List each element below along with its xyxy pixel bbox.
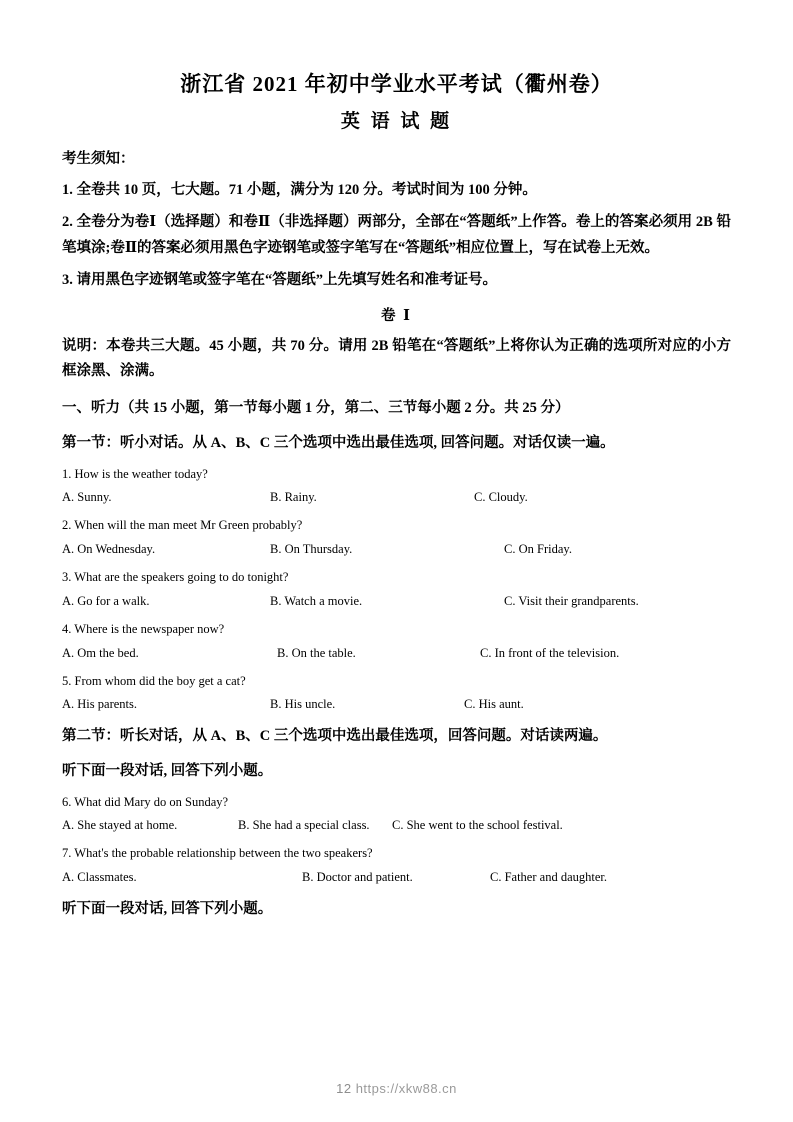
page-number: 12 [336,1081,352,1096]
question-stem: 4. Where is the newspaper now? [62,621,225,636]
option-b[interactable]: B. She had a special class. [238,818,370,833]
page-title: 浙江省 2021 年初中学业水平考试（衢州卷） [180,72,613,96]
option-b[interactable]: B. His uncle. [270,697,336,712]
option-a[interactable]: A. Sunny. [62,490,112,505]
section-one-title: 第一节：听小对话。从 A、B、C 三个选项中选出最佳选项, 回答问题。对话仅读一遍。 [62,434,615,451]
option-c[interactable]: C. His aunt. [464,697,524,712]
part-one-title: 一、听力（共 15 小题，第一节每小题 1 分，第二、三节每小题 2 分。共 25 分） [62,400,570,417]
option-c[interactable]: C. In front of the television. [480,645,620,660]
question-stem: 2. When will the man meet Mr Green probably? [62,518,303,533]
question-stem: 3. What are the speakers going to do tonight? [62,570,289,585]
option-a[interactable]: A. On Wednesday. [62,542,156,557]
question-stem: 7. What's the probable relationship between the two speakers? [62,846,373,861]
page-footer [0,1081,793,1096]
question-options [62,817,731,835]
option-c[interactable]: C. Cloudy. [474,490,528,505]
question-stem: 1. How is the weather today? [62,466,208,481]
option-a[interactable]: A. She stayed at home. [62,818,178,833]
question-options [62,696,731,714]
option-a[interactable]: A. Go for a walk. [62,593,150,608]
paper-part-label: 卷 Ⅰ [381,307,412,324]
notice-item-3: 3. 请用黑色字迹钢笔或签字笔在“答题纸”上先填写姓名和准考证号。 [62,272,497,289]
option-b[interactable]: B. On the table. [277,645,356,660]
option-c[interactable]: C. Father and daughter. [490,870,607,885]
listen-dialog-instruction-1: 听下面一段对话, 回答下列小题。 [62,762,273,779]
paper-instructions: 说明：本卷共三大题。45 小题，共 70 分。请用 2B 铅笔在“答题纸”上将你认为正确的选项所对应的小方框涂黑、涂满。 [62,337,731,379]
page-subtitle: 英 语 试 题 [340,111,453,132]
question-stem: 6. What did Mary do on Sunday? [62,794,229,809]
section-two-title: 第二节：听长对话，从 A、B、C 三个选项中选出最佳选项，回答问题。对话读两遍。 [62,728,608,745]
listen-dialog-instruction-2: 听下面一段对话, 回答下列小题。 [62,901,273,918]
option-c[interactable]: C. On Friday. [504,542,572,557]
option-a[interactable]: A. Om the bed. [62,645,139,660]
notice-item-1: 1. 全卷共 10 页，七大题。71 小题，满分为 120 分。考试时间为 100 分钟。 [62,182,537,198]
question-options [62,593,731,611]
option-b[interactable]: B. Watch a movie. [270,593,363,608]
question-stem: 5. From whom did the boy get a cat? [62,673,246,688]
option-c[interactable]: C. Visit their grandparents. [504,593,639,608]
option-b[interactable]: B. Rainy. [270,490,317,505]
option-b[interactable]: B. On Thursday. [270,542,353,557]
watermark-url: https://xkw88.cn [355,1081,457,1096]
question-options [62,489,731,507]
option-a[interactable]: A. Classmates. [62,870,137,885]
question-options [62,645,731,663]
question-options [62,869,731,887]
option-b[interactable]: B. Doctor and patient. [302,870,413,885]
notice-item-2: 2. 全卷分为卷Ⅰ（选择题）和卷Ⅱ（非选择题）两部分，全部在“答题纸”上作答。卷上的答案必须用 2B 铅笔填涂;卷Ⅱ的答案必须用黑色字迹钢笔或签字笔写在“答题纸”相应位置上，写在试卷上无效。 [62,214,731,256]
notice-heading: 考生须知： [62,151,135,167]
option-c[interactable]: C. She went to the school festival. [392,818,563,833]
question-options [62,541,731,559]
option-a[interactable]: A. His parents. [62,697,137,712]
